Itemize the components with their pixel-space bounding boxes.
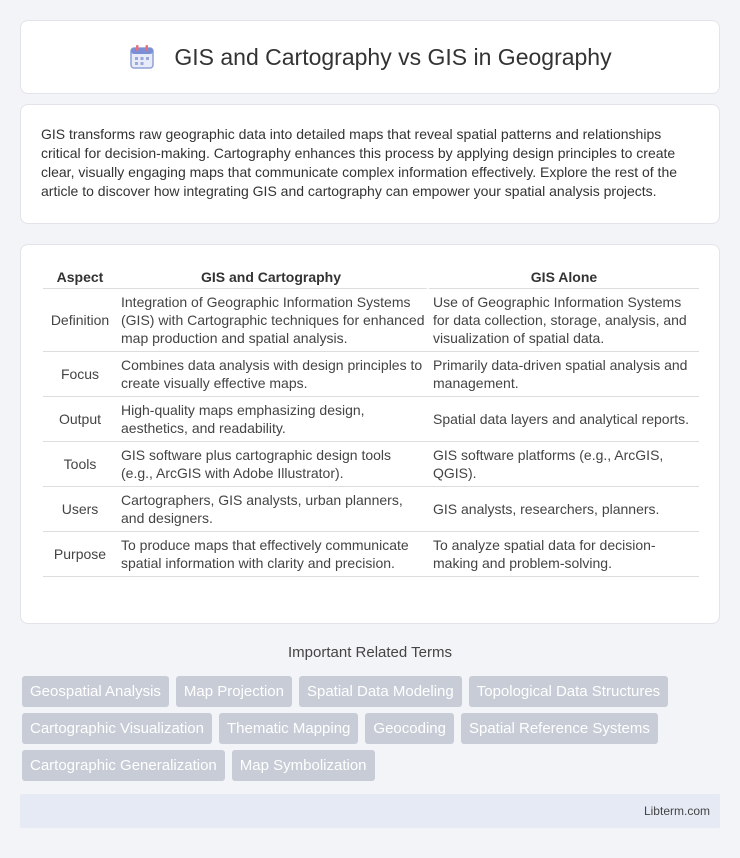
related-term-tag[interactable]: Spatial Reference Systems (461, 713, 658, 744)
table-row (43, 397, 699, 442)
related-term-tag[interactable]: Cartographic Generalization (22, 750, 225, 781)
row-aspect: Users (43, 487, 117, 532)
footer-site-link[interactable]: Libterm.com (643, 804, 710, 818)
footer (20, 794, 720, 828)
table-row (43, 442, 699, 487)
row-gis-cartography: To produce maps that effectively communicate spatial information with clarity and precision. (117, 532, 429, 577)
header-card (20, 20, 720, 94)
page-title: GIS and Cartography vs GIS in Geography (174, 43, 612, 70)
related-term-tag[interactable]: Spatial Data Modeling (299, 676, 462, 707)
related-terms-title: Important Related Terms (288, 644, 452, 661)
related-term-tag[interactable]: Cartographic Visualization (22, 713, 212, 744)
row-gis-cartography: GIS software plus cartographic design tools (e.g., ArcGIS with Adobe Illustrator). (117, 442, 429, 487)
related-term-tag[interactable]: Thematic Mapping (219, 713, 358, 744)
comparison-table (43, 265, 699, 577)
table-row (43, 289, 699, 352)
related-term-tag[interactable]: Topological Data Structures (469, 676, 668, 707)
header-gis-alone: GIS Alone (429, 265, 699, 289)
related-term-tag[interactable]: Geocoding (365, 713, 454, 744)
related-term-tag[interactable]: Map Projection (176, 676, 292, 707)
table-row (43, 352, 699, 397)
table-row (43, 487, 699, 532)
row-gis-alone: Spatial data layers and analytical reports. (429, 397, 699, 442)
related-term-tag[interactable]: Map Symbolization (232, 750, 375, 781)
intro-text: GIS transforms raw geographic data into detailed maps that reveal spatial patterns and relationships critical for decision-making. Cartography enhances this process by applying design principles to create clear, visually engaging maps that communicate complex information effectively. Explore the rest of the article to discover how integrating GIS and cartography can empower your spatial analysis projects. (41, 126, 678, 199)
row-gis-cartography: Cartographers, GIS analysts, urban planners, and designers. (117, 487, 429, 532)
header-gis-cartography: GIS and Cartography (117, 265, 429, 289)
row-gis-cartography: Integration of Geographic Information Systems (GIS) with Cartographic techniques for enhanced map production and spatial analysis. (117, 289, 429, 352)
row-aspect: Purpose (43, 532, 117, 577)
intro-card (20, 104, 720, 224)
table-row (43, 532, 699, 577)
table-header-row (43, 265, 699, 289)
comparison-table-card (20, 244, 720, 624)
row-gis-cartography: Combines data analysis with design principles to create visually effective maps. (117, 352, 429, 397)
row-aspect: Focus (43, 352, 117, 397)
row-gis-alone: Primarily data-driven spatial analysis and management. (429, 352, 699, 397)
related-term-tag[interactable]: Geospatial Analysis (22, 676, 169, 707)
related-terms-list (22, 676, 722, 787)
calendar-icon (128, 43, 156, 71)
row-gis-alone: GIS software platforms (e.g., ArcGIS, QGIS). (429, 442, 699, 487)
header-aspect: Aspect (43, 265, 117, 289)
row-aspect: Tools (43, 442, 117, 487)
row-aspect: Definition (43, 289, 117, 352)
row-aspect: Output (43, 397, 117, 442)
row-gis-cartography: High-quality maps emphasizing design, aesthetics, and readability. (117, 397, 429, 442)
row-gis-alone: GIS analysts, researchers, planners. (429, 487, 699, 532)
row-gis-alone: Use of Geographic Information Systems for data collection, storage, analysis, and visualization of spatial data. (429, 289, 699, 352)
row-gis-alone: To analyze spatial data for decision-making and problem-solving. (429, 532, 699, 577)
